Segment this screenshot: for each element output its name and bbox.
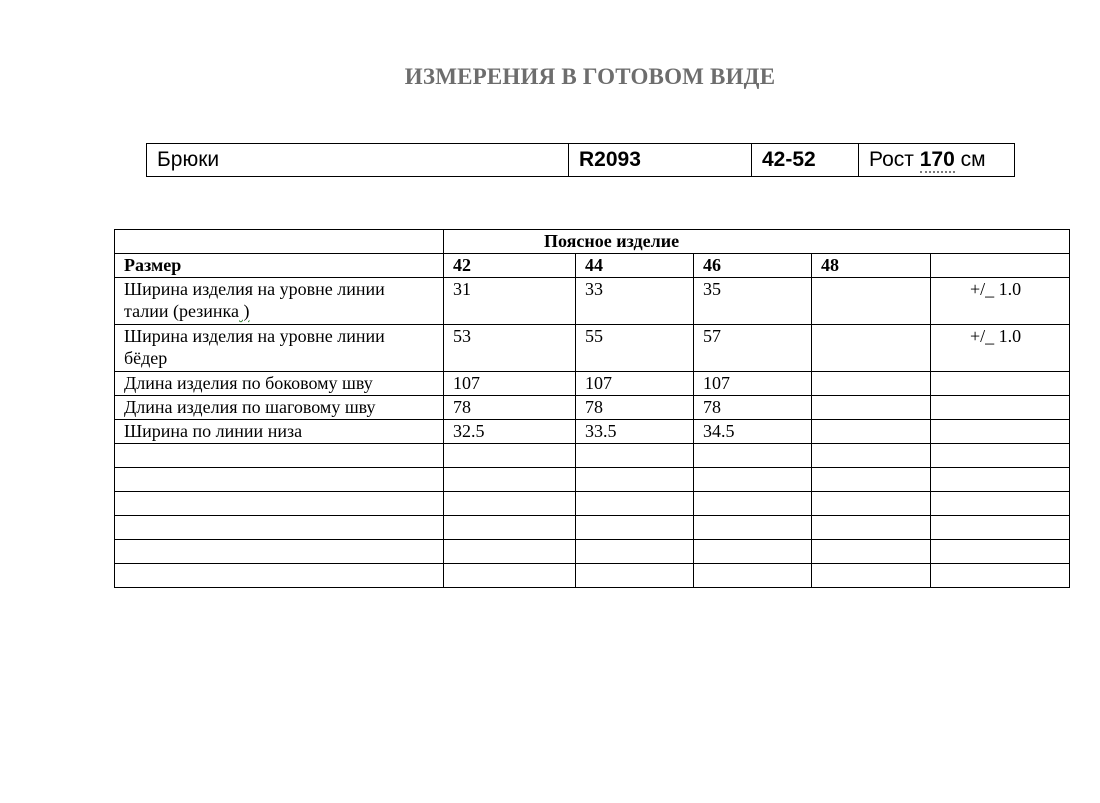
empty-cell: [931, 564, 1070, 588]
empty-cell: [444, 564, 576, 588]
empty-cell: [444, 492, 576, 516]
empty-table-row: [115, 540, 1070, 564]
empty-cell: [812, 468, 931, 492]
value-cell: [812, 372, 931, 396]
empty-cell: [931, 468, 1070, 492]
table-cell: [931, 254, 1070, 278]
size-header-48: 48: [812, 254, 931, 278]
tolerance-cell: +/_ 1.0: [931, 325, 1070, 372]
tolerance-cell: +/_ 1.0: [931, 278, 1070, 325]
table-row: [115, 396, 1070, 420]
empty-cell: [115, 564, 444, 588]
measurement-name-line: Ширина изделия на уровне линии: [124, 326, 385, 346]
value-cell: 32.5: [444, 420, 576, 444]
empty-cell: [694, 468, 812, 492]
empty-cell: [694, 540, 812, 564]
value-cell: 33.5: [576, 420, 694, 444]
empty-cell: [694, 492, 812, 516]
value-cell: 107: [444, 372, 576, 396]
group-header: Поясное изделие: [444, 230, 1070, 254]
empty-cell: [576, 516, 694, 540]
value-cell: 107: [576, 372, 694, 396]
table-row: [115, 325, 1070, 372]
empty-cell: [812, 444, 931, 468]
value-cell: 53: [444, 325, 576, 372]
table-row: [115, 420, 1070, 444]
tolerance-cell: [931, 396, 1070, 420]
value-cell: 35: [694, 278, 812, 325]
size-header-46: 46: [694, 254, 812, 278]
empty-cell: [444, 516, 576, 540]
empty-cell: [812, 516, 931, 540]
value-cell: [812, 325, 931, 372]
empty-cell: [576, 492, 694, 516]
measurement-name-line: ): [239, 301, 250, 321]
measurement-name-line: талии (резинка: [124, 301, 240, 321]
measurements-table: [114, 229, 1070, 588]
product-name: Брюки: [147, 144, 569, 177]
group-header-row: [115, 230, 1070, 254]
empty-cell: [115, 492, 444, 516]
measurement-name: [115, 325, 444, 372]
page-title: ИЗМЕРЕНИЯ В ГОТОВОМ ВИДЕ: [404, 64, 776, 89]
value-cell: 34.5: [694, 420, 812, 444]
measurement-name: Ширина по линии низа: [115, 420, 444, 444]
value-cell: 31: [444, 278, 576, 325]
height-label: Рост: [869, 148, 914, 171]
tolerance-cell: [931, 420, 1070, 444]
empty-cell: [576, 564, 694, 588]
table-cell: [115, 230, 444, 254]
empty-cell: [694, 516, 812, 540]
value-cell: [812, 420, 931, 444]
height-cell: [859, 144, 1015, 177]
table-row: [115, 372, 1070, 396]
size-header-42: 42: [444, 254, 576, 278]
empty-cell: [812, 540, 931, 564]
empty-cell: [576, 540, 694, 564]
empty-cell: [576, 444, 694, 468]
value-cell: [812, 278, 931, 325]
measurement-name: [115, 278, 444, 325]
value-cell: 78: [444, 396, 576, 420]
measurement-name-line: Ширина изделия на уровне линии: [124, 279, 385, 299]
empty-cell: [444, 540, 576, 564]
value-cell: 33: [576, 278, 694, 325]
empty-cell: [115, 444, 444, 468]
measurement-name: Длина изделия по боковому шву: [115, 372, 444, 396]
size-header-44: 44: [576, 254, 694, 278]
empty-rows: [115, 444, 1070, 588]
height-value: 170: [919, 148, 955, 171]
empty-cell: [694, 444, 812, 468]
article-number: R2093: [569, 144, 752, 177]
measurement-name-line: бёдер: [124, 348, 168, 368]
empty-cell: [694, 564, 812, 588]
value-cell: 78: [576, 396, 694, 420]
value-cell: [812, 396, 931, 420]
empty-table-row: [115, 468, 1070, 492]
empty-cell: [931, 540, 1070, 564]
empty-cell: [812, 564, 931, 588]
empty-table-row: [115, 516, 1070, 540]
empty-cell: [444, 468, 576, 492]
value-cell: 78: [694, 396, 812, 420]
empty-cell: [115, 516, 444, 540]
empty-table-row: [115, 564, 1070, 588]
value-cell: 57: [694, 325, 812, 372]
height-unit: см: [960, 148, 986, 171]
value-cell: 107: [694, 372, 812, 396]
value-cell: 55: [576, 325, 694, 372]
size-header-row: [115, 254, 1070, 278]
tolerance-cell: [931, 372, 1070, 396]
product-info-table: [146, 143, 1015, 177]
empty-cell: [812, 492, 931, 516]
empty-table-row: [115, 492, 1070, 516]
empty-cell: [444, 444, 576, 468]
empty-cell: [115, 540, 444, 564]
empty-table-row: [115, 444, 1070, 468]
table-row: [115, 278, 1070, 325]
size-label: Размер: [115, 254, 444, 278]
empty-cell: [931, 444, 1070, 468]
empty-cell: [115, 468, 444, 492]
product-info-row: [147, 144, 1015, 177]
size-range: 42-52: [752, 144, 859, 177]
measurement-name: Длина изделия по шаговому шву: [115, 396, 444, 420]
empty-cell: [931, 516, 1070, 540]
empty-cell: [931, 492, 1070, 516]
empty-cell: [576, 468, 694, 492]
